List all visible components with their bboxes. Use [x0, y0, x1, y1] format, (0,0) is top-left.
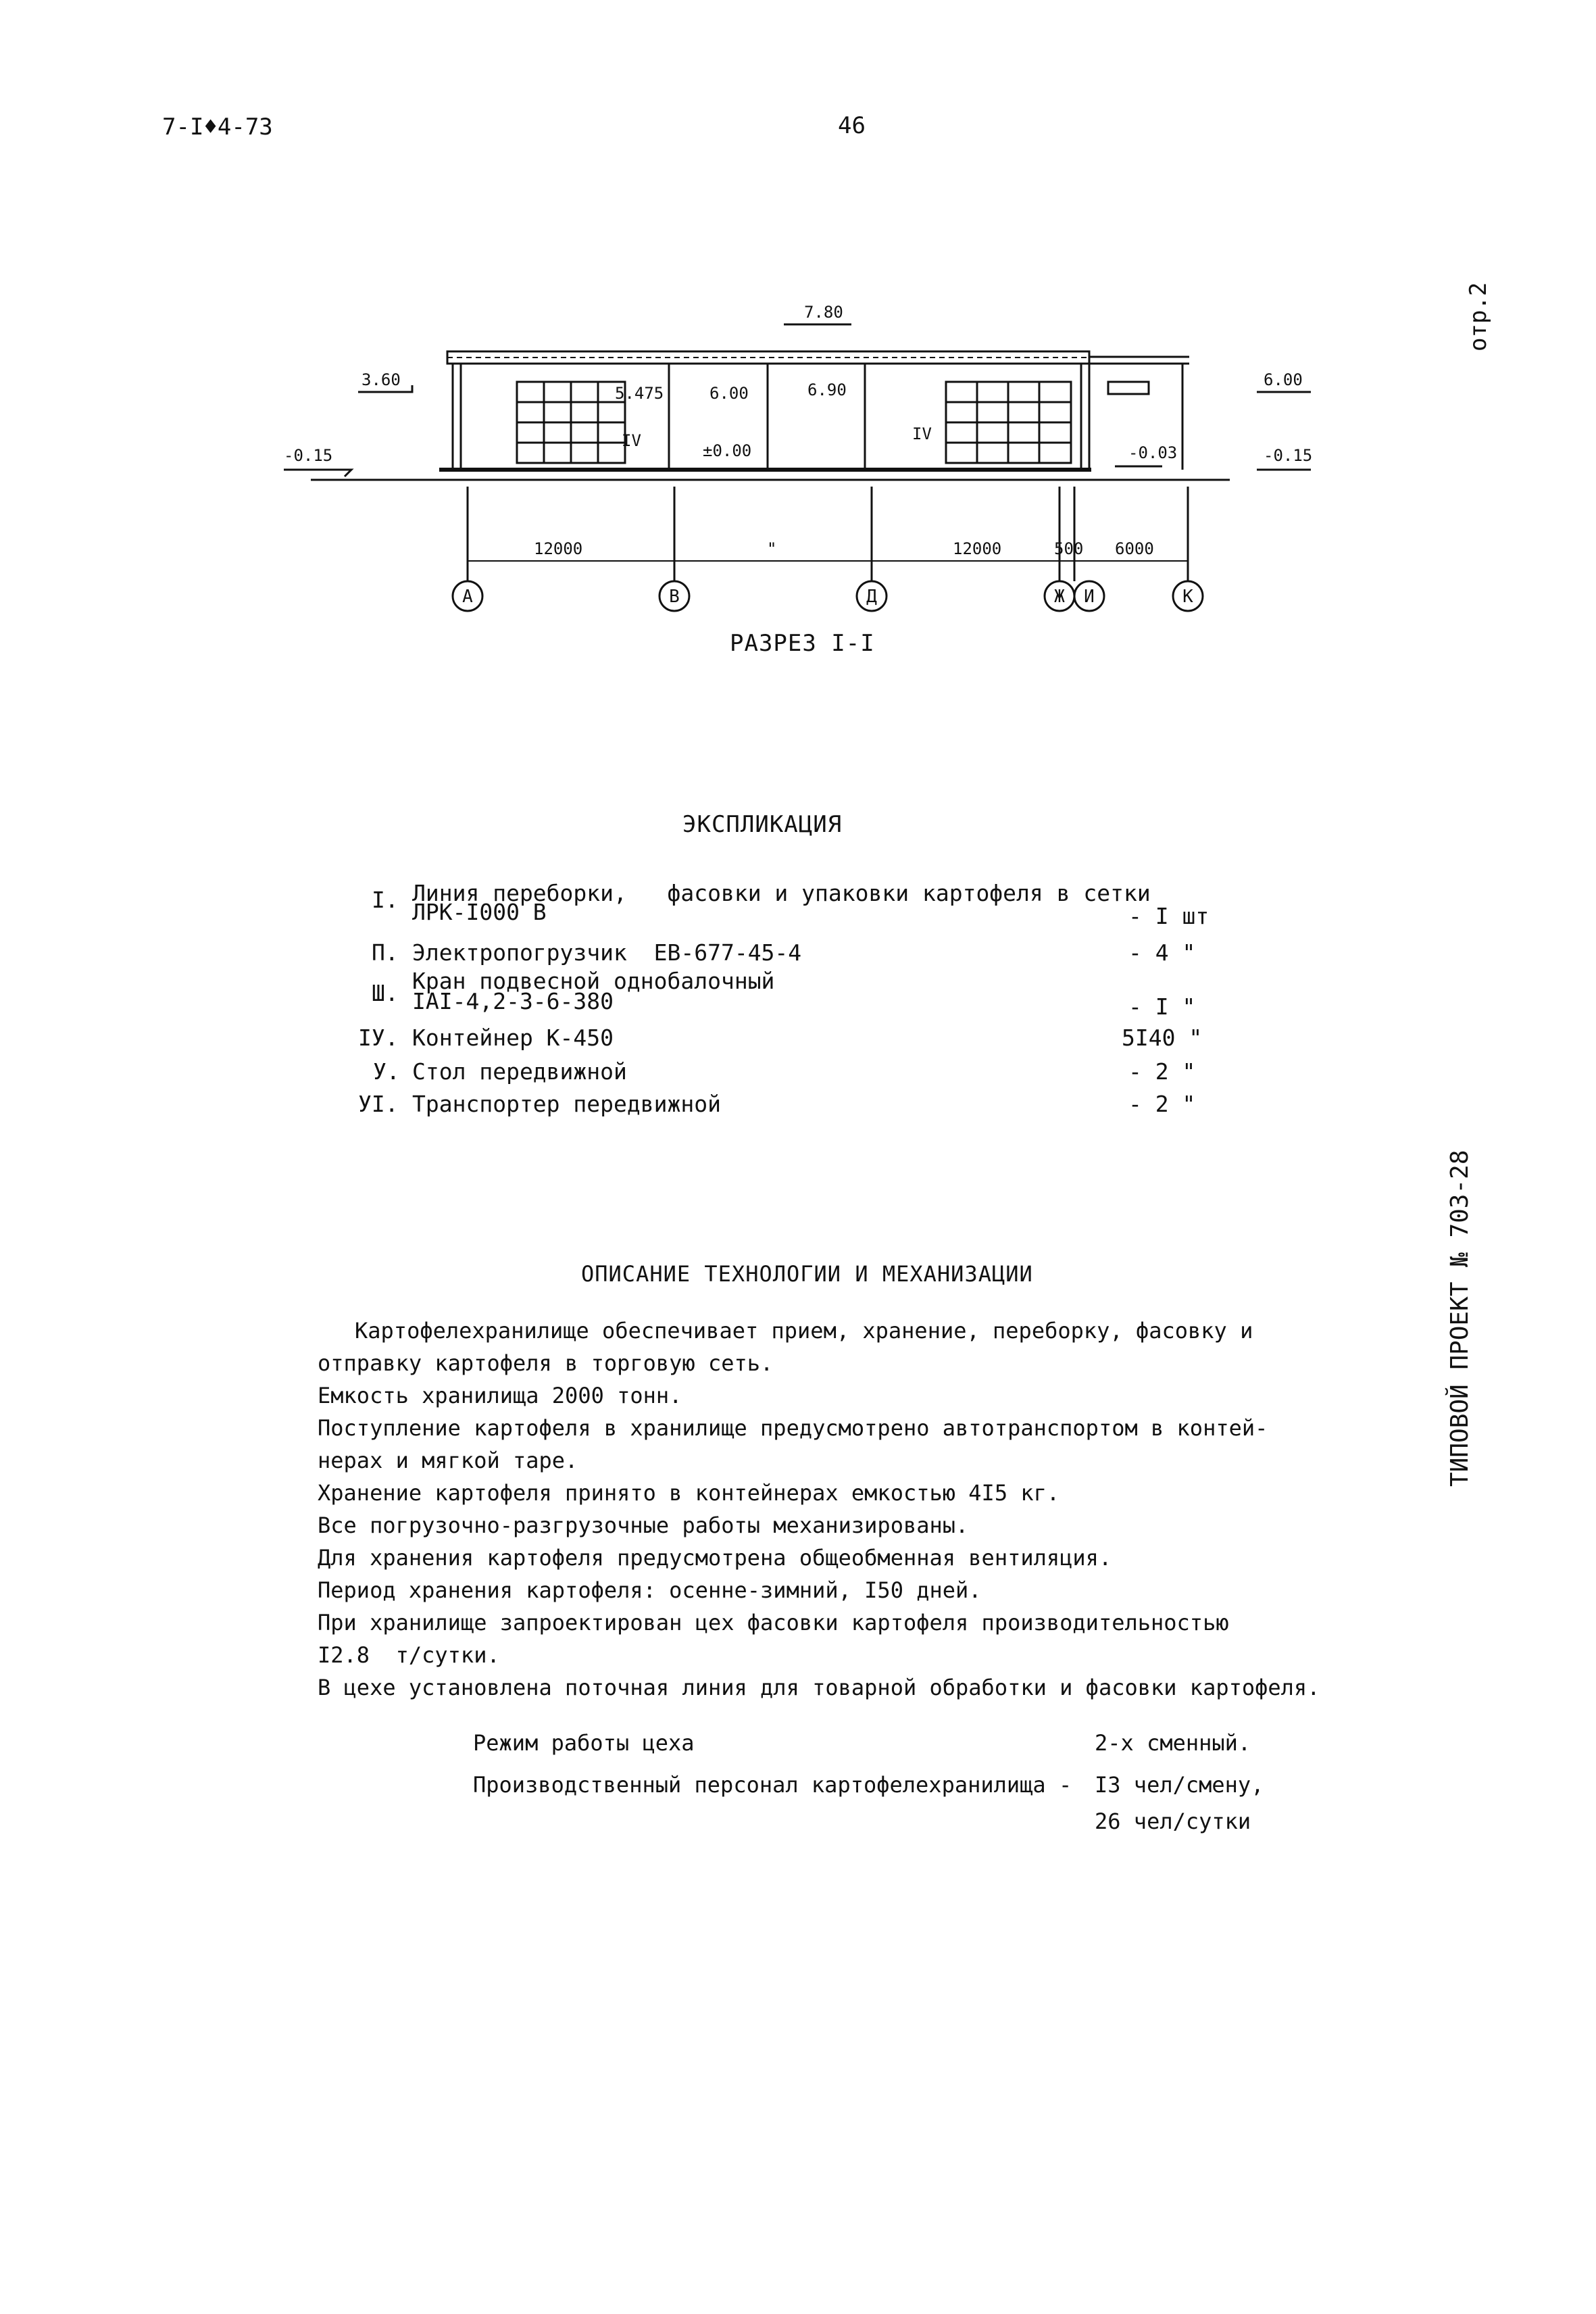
- level-floor: ±0.00: [703, 441, 752, 460]
- desc-line-2: отправку картофеля в торговую сеть.: [318, 1350, 774, 1376]
- dim-3: 12000: [953, 539, 1002, 558]
- desc-line-4: Поступление картофеля в хранилище предусмотрено автотранспортом в контей-: [318, 1415, 1268, 1441]
- expl-text-4: Контейнер К-450: [412, 1025, 614, 1051]
- document-code: 7-I♦4-73: [162, 114, 273, 141]
- expl-text-1: Линия переборки, фасовки и упаковки картофеля в сетки: [412, 880, 1151, 906]
- section-title: РАЗРЕЗ I-I: [730, 630, 875, 657]
- expl-text-6: Транспортер передвижной: [412, 1091, 721, 1117]
- page-number: 46: [838, 112, 866, 139]
- axis-label-i: И: [1084, 587, 1095, 607]
- desc-line-6: Хранение картофеля принято в контейнерах емкостью 4I5 кг.: [318, 1480, 1060, 1506]
- marker-iv-right: IV: [912, 424, 932, 443]
- dim-4: 500: [1054, 539, 1084, 558]
- staff-label: Производственный персонал картофелехранилища -: [473, 1772, 1072, 1798]
- expl-text-3b: IAI-4,2-3-6-380: [412, 988, 614, 1014]
- marker-iv-left: IV: [622, 431, 641, 450]
- expl-text-2: Электропогрузчик ЕВ-677-45-4: [412, 939, 802, 966]
- desc-line-5: нерах и мягкой таре.: [318, 1448, 578, 1473]
- desc-line-8: Для хранения картофеля предусмотрена общеобменная вентиляция.: [318, 1545, 1112, 1571]
- level-right-lower: -0.15: [1264, 446, 1313, 465]
- level-l2: 6.00: [709, 384, 749, 403]
- expl-text-3: Кран подвесной однобалочный: [412, 968, 775, 994]
- expl-qty-3: - I ": [1128, 993, 1196, 1020]
- level-top: 7.80: [804, 303, 843, 322]
- cross-section-drawing: [270, 284, 1351, 635]
- desc-line-12: В цехе установлена поточная линия для товарной обработки и фасовки картофеля.: [318, 1675, 1320, 1700]
- expl-qty-6: - 2 ": [1128, 1091, 1196, 1117]
- expl-num-2: П.: [372, 939, 399, 966]
- axis-label-k: К: [1182, 587, 1193, 607]
- expl-num-5: У.: [373, 1058, 400, 1085]
- level-l3: 6.90: [807, 380, 847, 399]
- axis-label-v: В: [669, 587, 680, 607]
- explication-title: ЭКСПЛИКАЦИЯ: [682, 811, 843, 838]
- staff-value-shift: I3 чел/смену,: [1095, 1772, 1264, 1798]
- work-mode-label: Режим работы цеха: [473, 1730, 695, 1756]
- expl-text-1b: ЛРК-I000 В: [412, 899, 547, 925]
- desc-line-10: При хранилище запроектирован цех фасовки картофеля производительностью: [318, 1610, 1229, 1635]
- axis-label-d: Д: [866, 587, 877, 607]
- dim-5: 6000: [1115, 539, 1154, 558]
- sheet-label: отр.2: [1465, 282, 1492, 351]
- desc-line-1: Картофелехранилище обеспечивает прием, хранение, переборку, фасовку и: [355, 1318, 1253, 1344]
- level-left-lower: -0.15: [284, 446, 333, 465]
- desc-line-3: Емкость хранилища 2000 тонн.: [318, 1383, 682, 1408]
- level-right-upper: 6.00: [1264, 370, 1303, 389]
- desc-line-7: Все погрузочно-разгрузочные работы механизированы.: [318, 1512, 969, 1538]
- level-left-upper: 3.60: [361, 370, 401, 389]
- project-side-title: ТИПОВОЙ ПРОЕКТ № 703-28: [1446, 1150, 1474, 1487]
- desc-line-9: Период хранения картофеля: осенне-зимний, I50 дней.: [318, 1577, 982, 1603]
- expl-qty-1: - I шт: [1128, 903, 1210, 929]
- axis-label-a: А: [462, 587, 473, 607]
- expl-qty-4: 5I40 ": [1122, 1025, 1203, 1051]
- expl-num-6: УI.: [358, 1091, 399, 1117]
- work-mode-value: 2-х сменный.: [1095, 1730, 1251, 1756]
- dim-1: 12000: [534, 539, 583, 558]
- axis-label-zh: Ж: [1054, 587, 1065, 607]
- expl-num-1: I.: [372, 887, 399, 913]
- expl-text-5: Стол передвижной: [412, 1058, 627, 1085]
- level-right-mid: -0.03: [1128, 443, 1178, 462]
- expl-num-4: IУ.: [358, 1025, 399, 1051]
- description-title: ОПИСАНИЕ ТЕХНОЛОГИИ И МЕХАНИЗАЦИИ: [581, 1261, 1033, 1287]
- expl-num-3: Ш.: [372, 980, 399, 1006]
- expl-qty-2: - 4 ": [1128, 939, 1196, 966]
- dim-2: ": [767, 539, 777, 558]
- staff-value-day: 26 чел/сутки: [1095, 1808, 1251, 1834]
- expl-qty-5: - 2 ": [1128, 1058, 1196, 1085]
- desc-line-11: I2.8 т/сутки.: [318, 1642, 500, 1668]
- level-l1: 5.475: [615, 384, 664, 403]
